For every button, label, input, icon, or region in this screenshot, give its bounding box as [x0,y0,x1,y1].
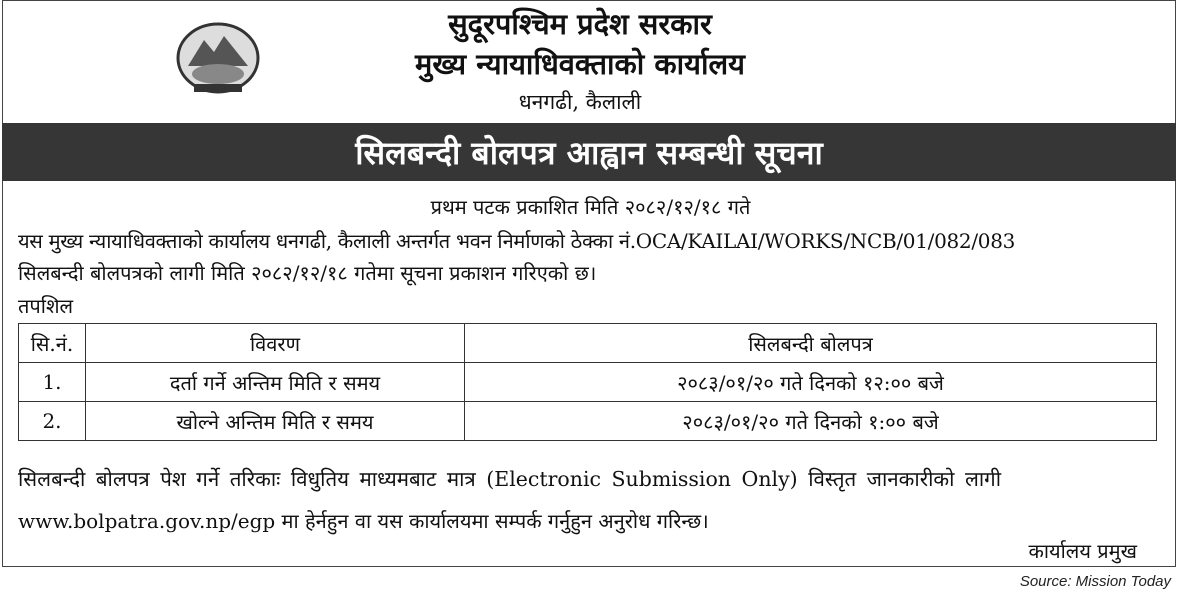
government-title: सुदूरपश्चिम प्रदेश सरकार [448,7,712,41]
intro-line-1: यस मुख्य न्यायाधिवक्ताको कार्यालय धनगढी, कैलाली अन्तर्गत भवन निर्माणको ठेक्का नं.OCA/KAILAI/WORKS/NCB/01/082/083 [18,229,1016,253]
cell-serial: 1. [19,363,86,402]
office-location: धनगढी, कैलाली [518,90,642,114]
cell-description: खोल्ने अन्तिम मिति र समय [86,402,465,441]
table-row [19,402,1157,441]
intro-line-2: सिलबन्दी बोलपत्रको लागी मिति २०८२/१२/१८ गतेमा सूचना प्रकाशन गरिएको छ। [18,261,597,285]
table-row [19,363,1157,402]
office-title: मुख्य न्यायाधिवक्ताको कार्यालय [415,47,745,81]
nepal-emblem-icon [174,18,262,96]
table-header-row [19,324,1157,363]
col-serial: सि.नं. [19,324,86,363]
details-label: तपशिल [18,294,74,318]
footer-line-1: सिलबन्दी बोलपत्र पेश गर्ने तरिकाः विधुतिय माध्यमबाट मात्र (Electronic Submission Only) विस्तृत जानकारीको लागी [18,467,1002,491]
col-description: विवरण [86,324,465,363]
schedule-table [18,323,1157,441]
col-sealed-bid: सिलबन्दी बोलपत्र [465,324,1157,363]
first-published: प्रथम पटक प्रकाशित मिति २०८२/१२/१८ गते [430,195,751,219]
banner-title: सिलबन्दी बोलपत्र आह्वान सम्बन्धी सूचना [355,133,823,172]
footer-line-2: www.bolpatra.gov.np/egp मा हेर्नहुन वा यस कार्यालयमा सम्पर्क गर्नुहुन अनुरोध गरिन्छ। [18,509,709,533]
notice-banner [2,123,1176,181]
cell-datetime: २०८३/०१/२० गते दिनको १:०० बजे [465,402,1157,441]
cell-serial: 2. [19,402,86,441]
source-credit: Source: Mission Today [1019,573,1171,590]
cell-datetime: २०८३/०१/२० गते दिनको १२:०० बजे [465,363,1157,402]
signature: कार्यालय प्रमुख [1028,539,1137,563]
cell-description: दर्ता गर्ने अन्तिम मिति र समय [86,363,465,402]
